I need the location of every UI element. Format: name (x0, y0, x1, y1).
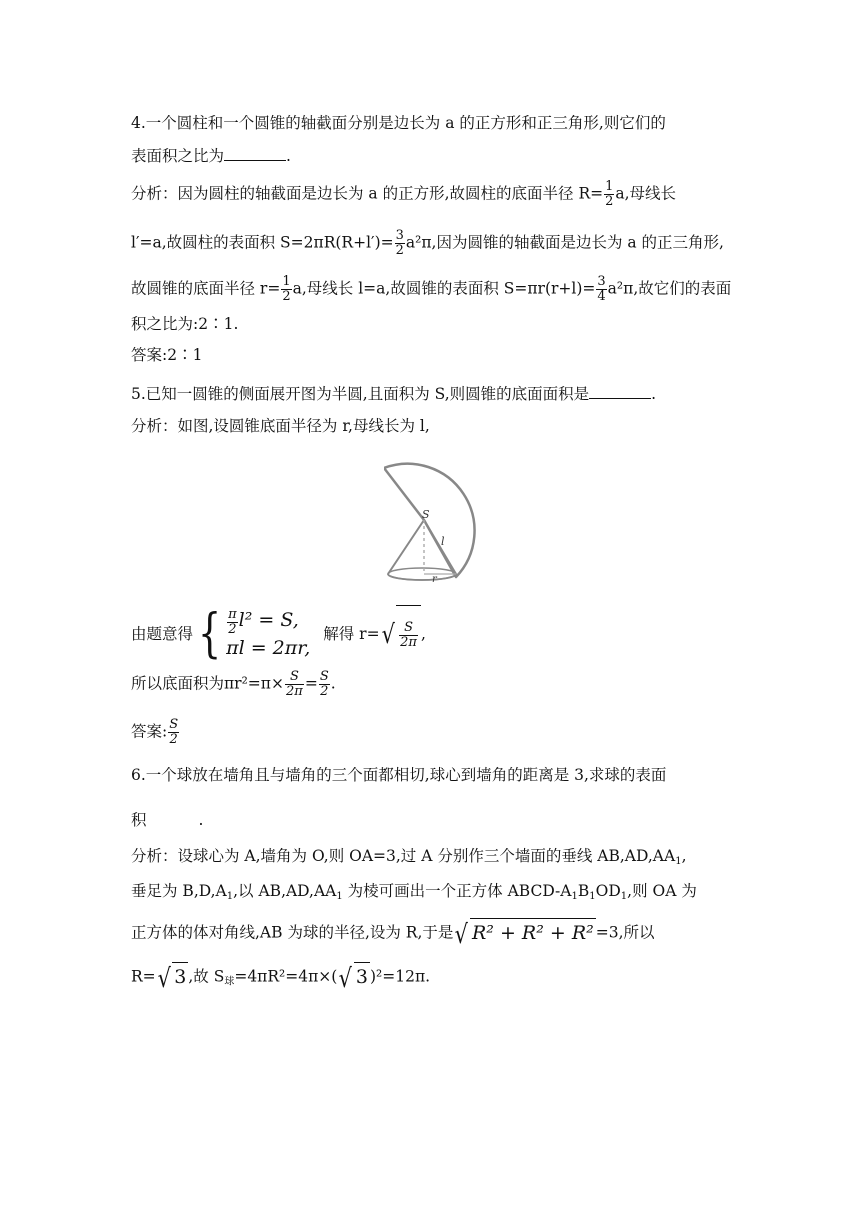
slant-label: l (441, 535, 445, 548)
q6-analysis-line4: R=√ 3 ,故 $S_球=4\pi R^2=4\pi\times(√$ 3 )²=12π. (131, 964, 431, 994)
fraction: $\frac{S}{2\pi}$ (285, 669, 303, 699)
q5-analysis-line1: 分析：如图,设圆锥底面半径为 r,母线长为 l, (131, 417, 430, 435)
fraction: $\frac{S}{2}$ (319, 669, 329, 699)
square-root: √ $\frac{S}{2\pi}$ (380, 605, 421, 663)
cone-right-edge (424, 520, 456, 574)
fraction: $\frac{3}{2}$ (395, 228, 404, 258)
q4-stem-line1: 4.一个圆柱和一个圆锥的轴截面分别是边长为 a 的正方形和正三角形,则它们的 (131, 114, 666, 132)
answer-blank (589, 384, 651, 399)
q4-analysis-line3: 故圆锥的底面半径 r= $\frac{1}{2}$ a,母线长 l=a,故圆锥的表面积 S=πr(r+l)= $\frac{3}{4}$ a²π,故它们的表面 (131, 274, 732, 304)
fraction: $\frac{S}{2\pi}$ (400, 619, 417, 650)
q6-analysis-line2: 垂足为 $B,D,A_1$,以 $AB,AD,AA_1$ 为棱可画出一个正方体 ABCD-$A_1B_1OD_1$,则 OA 为 (131, 882, 697, 902)
answer-blank (147, 811, 199, 825)
fraction: $\frac{S}{2}$ (169, 717, 179, 747)
radius-label: r (432, 574, 437, 584)
fraction: $\frac{3}{4}$ (597, 274, 606, 304)
q5-answer: 答案: $\frac{S}{2}$ (131, 717, 179, 747)
q6-stem-line2: 积 . (131, 811, 204, 829)
q4-analysis-line1: 分析：因为圆柱的轴截面是边长为 a 的正方形,故圆柱的底面半径 R= $\frac{1}{2}$ a,母线长 (131, 179, 677, 209)
cone-left-edge (388, 520, 424, 574)
square-root: √ 3 (338, 964, 368, 994)
q6-stem-line1: 6.一个球放在墙角且与墙角的三个面都相切,球心到墙角的距离是 3,求球的表面 (131, 766, 667, 784)
q5-system: 由题意得{ $\frac{\pi}{2}$ l² = S, πl = 2πr, 解得 r=√ $\frac{S}{2\pi}$ , (131, 604, 426, 664)
square-root: √ 3 (157, 964, 187, 994)
square-root: √ R² + R² + R² (455, 920, 594, 950)
cone-net-figure (384, 450, 488, 584)
apex-label: S (422, 508, 430, 521)
q5-stem: 5.已知一圆锥的侧面展开图为半圆,且面积为 S,则圆锥的底面面积是 . (131, 385, 657, 403)
q4-answer: 答案:2∶1 (131, 346, 203, 364)
left-brace: { (197, 604, 222, 664)
answer-blank (224, 146, 286, 161)
fraction: $\frac{\pi}{2}$ (228, 606, 237, 637)
q5-area: 所以底面积为πr²=π× $\frac{S}{2\pi}$ = $\frac{S}{2}$ . (131, 669, 336, 699)
q4-stem-line2: 表面积之比为 . (131, 147, 291, 165)
q4-analysis-line2: l′=a,故圆柱的表面积 S=2πR(R+l′)= $\frac{3}{2}$ a²π,因为圆锥的轴截面是边长为 a 的正三角形, (131, 228, 724, 258)
q4-analysis-line4: 积之比为:2∶1. (131, 315, 239, 333)
q6-analysis-line3: 正方体的体对角线,AB 为球的半径,设为 R,于是√ R² + R² + R² =3,所以 (131, 920, 655, 950)
fraction: $\frac{1}{2}$ (282, 274, 291, 304)
fraction: $\frac{1}{2}$ (605, 179, 614, 209)
q6-analysis-line1: 分析：设球心为 A,墙角为 O,则 OA=3,过 A 分别作三个墙面的垂线 $AB,AD,AA_1$, (131, 847, 687, 867)
